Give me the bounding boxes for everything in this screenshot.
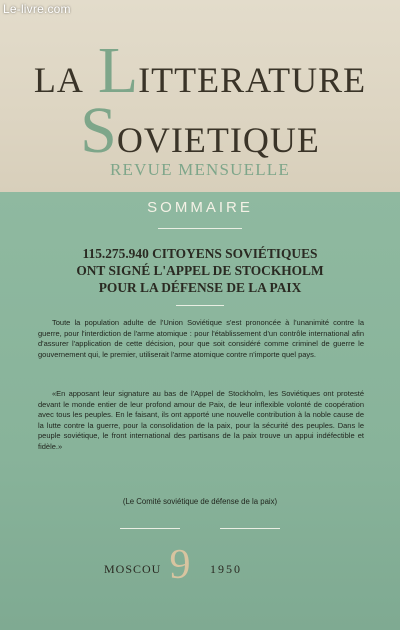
signature: (Le Comité soviétique de défense de la paix) — [122, 497, 278, 506]
title-initial-s: S — [80, 94, 117, 167]
title-word-litterature: ITTERATURE — [138, 60, 367, 100]
subtitle: REVUE MENSUELLE — [110, 160, 290, 179]
title-line-1 — [0, 34, 400, 107]
title-initial-l: L — [97, 34, 139, 107]
footer-city: MOSCOU — [104, 562, 162, 576]
headline-line-3: POUR LA DÉFENSE DE LA PAIX — [98, 280, 302, 295]
headline-line-1: 115.275.940 CITOYENS SOVIÉTIQUES — [82, 246, 318, 261]
body-paragraph-2: «En apposant leur signature au bas de l'Appel de Stockholm, les Soviétiques ont protesté devant le monde entier de leur profond amour de Paix, de leur inflexible volonté de coopération avec tous les peuples. En le faisant, ils ont apporté une nouvelle contribution à la noble cause de la lutte contre la guerre, pour la consolidation de la paix, pour la sécurité des peuples. Dans le peuple soviétique, le front international des partisans de la paix trouve un appui indéfectible et fidèle.» — [38, 389, 364, 451]
divider-rule — [176, 305, 224, 306]
footer-year: 1950 — [210, 562, 242, 576]
divider-rule — [220, 528, 280, 529]
title-article: LA — [33, 60, 84, 100]
headline-line-2: ONT SIGNÉ L'APPEL DE STOCKHOLM — [76, 263, 324, 278]
section-heading: SOMMAIRE — [147, 199, 253, 216]
cover-footer — [0, 542, 400, 592]
title-line-2 — [0, 94, 400, 167]
body-paragraph-1: Toute la population adulte de l'Union Soviétique s'est prononcée à l'unanimité contre la guerre, pour l'interdiction de l'arme atomique : pour l'établissement d'un contrôle international afin d'assurer l'application de cette décision, pour que soit considéré comme criminel de guerre le gouvernement qui, le premier, utiliserait l'arme atomique contre n'importe quel pays. — [38, 318, 364, 359]
divider-rule — [158, 228, 242, 229]
divider-rule — [120, 528, 180, 529]
title-word-sovietique: OVIETIQUE — [116, 120, 320, 160]
watermark: Le-livre.com — [3, 2, 71, 16]
headline — [20, 245, 380, 296]
issue-number: 9 — [169, 542, 191, 588]
